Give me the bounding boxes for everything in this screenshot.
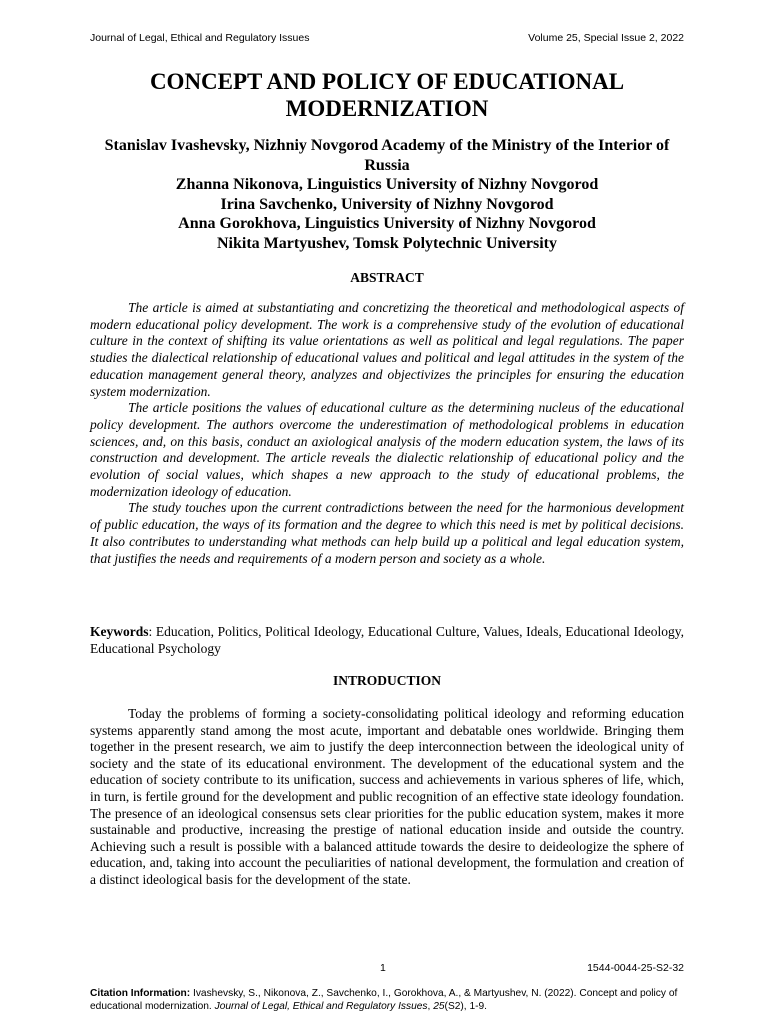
citation-text: Ivashevsky, S., Nikonova, Z., Savchenko, I., Gorokhova, A., & Martyushev, N. (2022). Concept and policy of educational modernization. <box>90 988 678 1012</box>
keywords-label: Keywords <box>90 624 149 639</box>
author-line: Zhanna Nikonova, Linguistics University of Nizhny Novgorod <box>175 176 599 194</box>
abstract-paragraph: The article is aimed at substantiating and concretizing the theoretical and methodological aspects of modern educational policy development. The work is a comprehensive study of the evolution of educational culture in the context of shifting its value orientations as well as political and legal regulations. The paper studies the dialectical relationship of educational values and political and legal attitudes in the system of the education management general theory, analyzes and objectivizes the principles for ensuring the education system modernization. <box>90 300 684 399</box>
introduction-heading: INTRODUCTION <box>332 673 441 688</box>
paper-title: CONCEPT AND POLICY OF EDUCATIONAL MODERNIZATION <box>149 69 625 121</box>
citation-journal: Journal of Legal, Ethical and Regulatory Issues <box>214 1000 428 1012</box>
volume-info: Volume 25, Special Issue 2, 2022 <box>528 32 684 44</box>
running-header <box>90 32 684 44</box>
author-line: Stanislav Ivashevsky, Nizhniy Novgorod Academy of the Ministry of the Interior of Russia <box>104 137 670 174</box>
citation-label: Citation Information: <box>90 988 191 999</box>
page-number: 1 <box>380 962 386 974</box>
citation-information <box>90 988 684 1013</box>
citation-separator: , <box>427 1000 434 1012</box>
author-line: Nikita Martyushev, Tomsk Polytechnic University <box>216 234 557 252</box>
abstract-heading: ABSTRACT <box>350 270 424 285</box>
author-line: Irina Savchenko, University of Nizhny Novgorod <box>220 195 554 213</box>
keywords <box>90 624 684 657</box>
citation-volume: 25 <box>433 1000 445 1012</box>
abstract-paragraph: The article positions the values of educational culture as the determining nucleus of the educational policy development. The authors overcome the underestimation of methodological problems in education sciences, and, on this basis, conduct an axiological analysis of the modern education system, the laws of its construction and development. The article reveals the dialectic relationship of educational policy and the evolution of social values, which shapes a new approach to the study of educational problems, the modernization ideology of education. <box>90 400 684 499</box>
keywords-text: : Education, Politics, Political Ideology, Educational Culture, Values, Ideals, Educational Ideology, Educational Psychology <box>90 624 684 656</box>
author-list <box>90 136 684 254</box>
citation-pages: (S2), 1-9. <box>444 1000 488 1012</box>
introduction-paragraph: Today the problems of forming a society-consolidating political ideology and reforming education systems apparently stand among the most acute, important and debatable ones worldwide. Bringing them together in the present research, we aim to justify the deep interconnection between the ideological unity of society and the state of its educational environment. The development of the educational system and the education of society contribute to its unification, success and achievements in various spheres of life, which, in turn, is fertile ground for the development and public recognition of an effective state ideology foundation. The presence of an ideological consensus sets clear priorities for the public education system, makes it more sustainable and productive, increasing the prestige of national education inside and outside the country. Achieving such a result is possible with a balanced attitude towards the desire to deideologize the sphere of education, and, taking into account the peculiarities of national development, the formulation and creation of a distinct ideological basis for the development of the state. <box>90 706 684 887</box>
author-line: Anna Gorokhova, Linguistics University of Nizhny Novgorod <box>178 215 596 233</box>
article-id: 1544-0044-25-S2-32 <box>587 962 684 974</box>
abstract-paragraph: The study touches upon the current contradictions between the need for the harmonious development of public education, the ways of its formation and the degree to which this need is met by political decisions. It also contributes to understanding what methods can help build up a political and legal education system, that justifies the needs and requirements of a modern person and society as a whole. <box>90 500 684 566</box>
journal-name: Journal of Legal, Ethical and Regulatory Issues <box>90 32 310 44</box>
abstract-body <box>90 300 684 567</box>
